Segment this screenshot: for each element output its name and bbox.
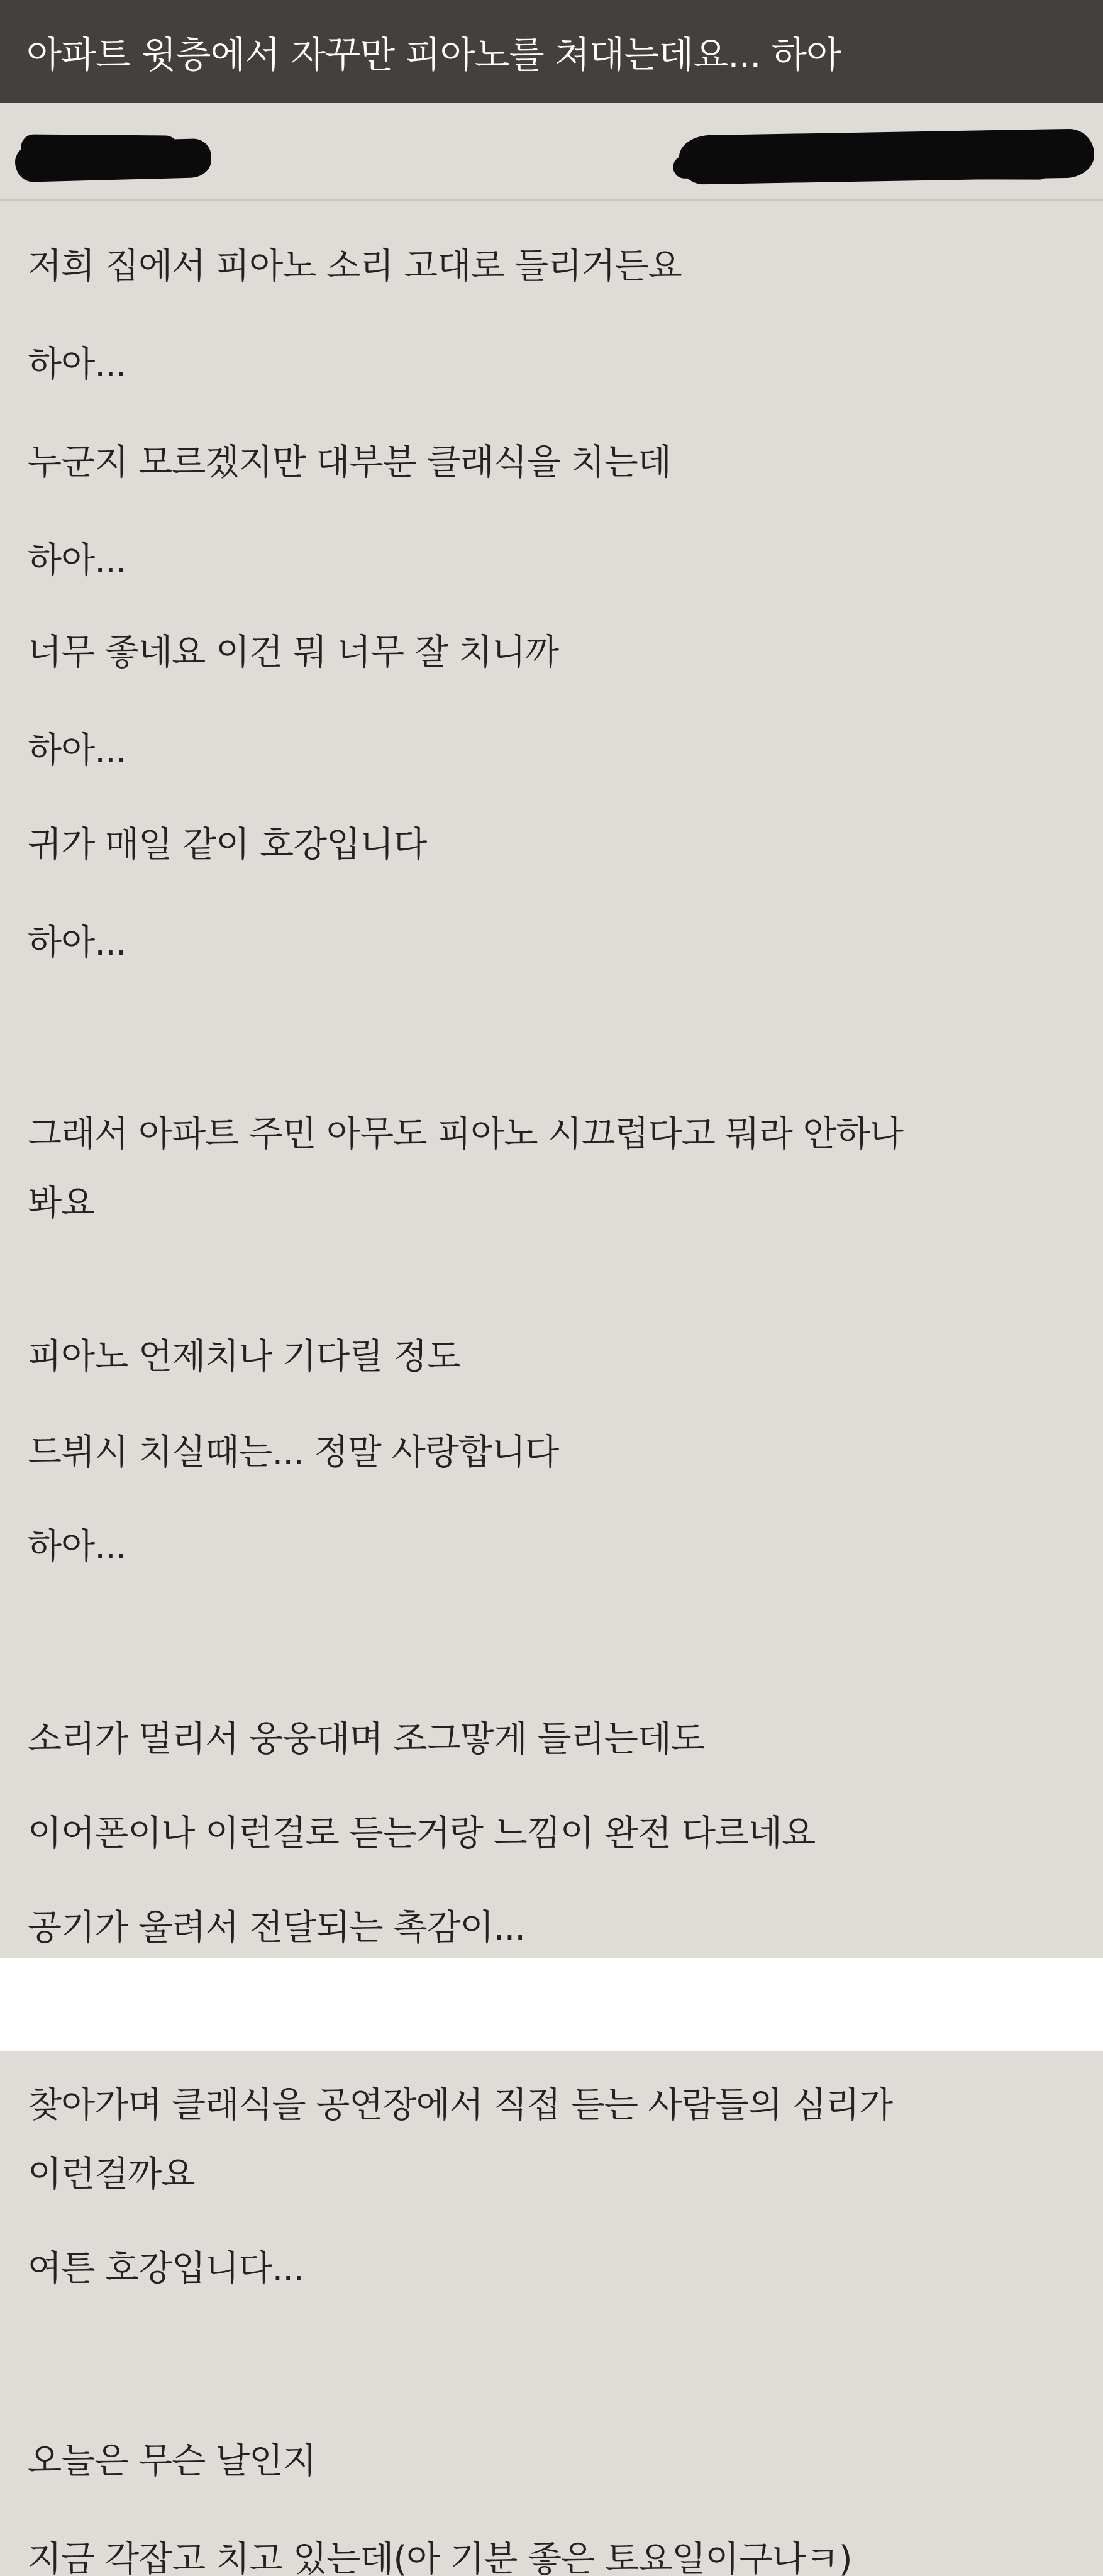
post-title: 아파트 윗층에서 자꾸만 피아노를 쳐대는데요... 하아 xyxy=(26,33,841,76)
post-title-bar xyxy=(0,0,1103,103)
body-line: 하아... xyxy=(28,1526,126,1567)
body-line: 공기가 울려서 전달되는 촉감이... xyxy=(28,1907,526,1948)
post-body-panel xyxy=(0,103,1103,1958)
post-meta-row xyxy=(0,103,1103,201)
body-line: 하아... xyxy=(28,344,126,385)
body-line: 귀가 매일 같이 호강입니다 xyxy=(28,824,427,865)
body-line: 이런걸까요 xyxy=(28,2154,195,2195)
body-line: 하아... xyxy=(28,923,126,963)
body-line: 저희 집에서 피아노 소리 고대로 들리거든요 xyxy=(28,246,682,287)
body-line: 이어폰이나 이런걸로 듣는거랑 느낌이 완전 다르네요 xyxy=(28,1813,816,1854)
body-line: 누군지 모르겠지만 대부분 클래식을 치는데 xyxy=(28,442,671,483)
body-line: 소리가 멀리서 웅웅대며 조그맣게 들리는데도 xyxy=(28,1719,705,1760)
body-line: 드뷔시 치실때는... 정말 사랑합니다 xyxy=(28,1432,559,1473)
body-line: 오늘은 무슨 날인지 xyxy=(28,2441,316,2482)
body-line: 지금 각잡고 치고 있는데(아 기분 좋은 토요일이구나ㅋ) xyxy=(28,2539,852,2576)
body-line: 피아노 언제치나 기다릴 정도 xyxy=(28,1336,460,1377)
body-line: 그래서 아파트 주민 아무도 피아노 시끄럽다고 뭐라 안하나 xyxy=(28,1114,903,1155)
body-line: 찾아가며 클래식을 공연장에서 직접 듣는 사람들의 심리가 xyxy=(28,2085,893,2126)
body-line: 하아... xyxy=(28,730,126,771)
redacted-author-mark xyxy=(14,138,212,182)
redacted-date-mark xyxy=(679,128,1094,185)
body-line: 여튼 호강입니다... xyxy=(28,2248,304,2289)
body-line: 봐요 xyxy=(28,1183,95,1224)
post-body-panel-continued xyxy=(0,2051,1103,2576)
body-line: 너무 좋네요 이건 뭐 너무 잘 치니까 xyxy=(28,632,559,673)
body-line: 하아... xyxy=(28,540,126,581)
